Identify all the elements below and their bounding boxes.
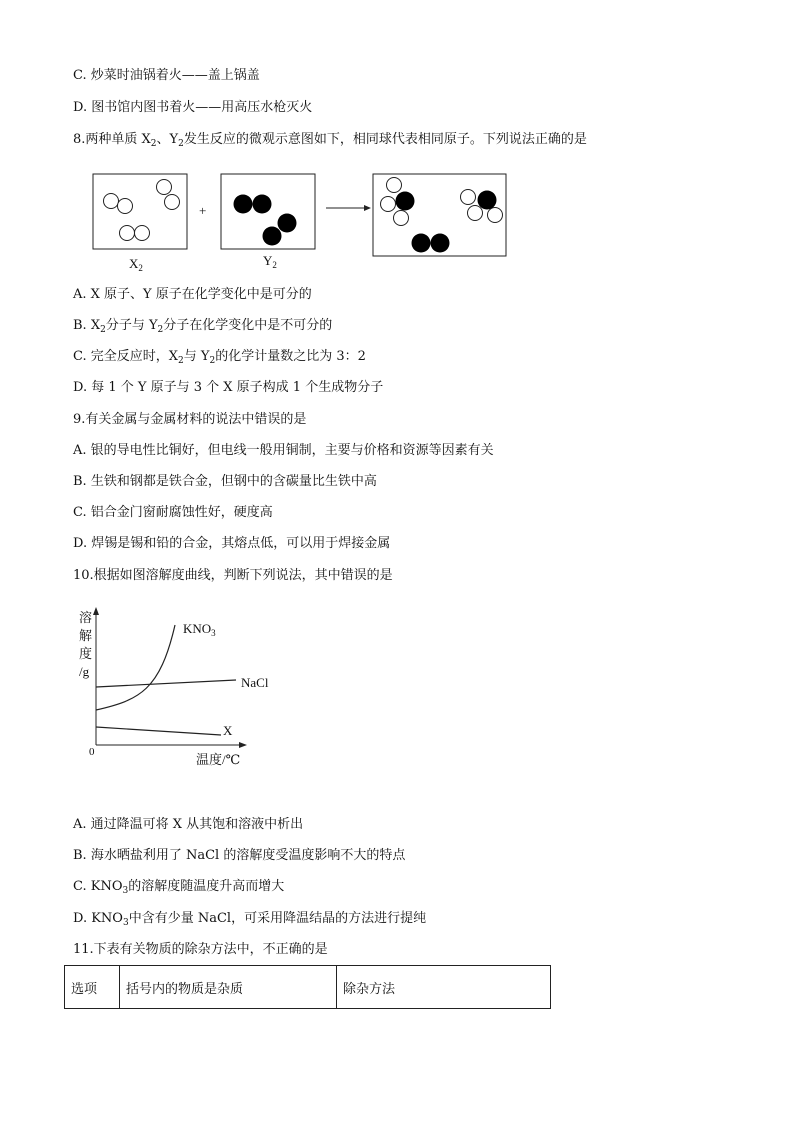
x2-label: $X_2$ bbox=[129, 256, 143, 273]
purification-table bbox=[64, 965, 551, 1009]
q9-option-b: B. 生铁和钢都是铁合金，但钢中的含碳量比生铁中高 bbox=[73, 474, 377, 489]
y-axis-label: 度 bbox=[79, 646, 93, 661]
table-header-cell: 选项 bbox=[65, 966, 120, 1009]
x-curve bbox=[96, 727, 221, 735]
x-atom bbox=[120, 226, 135, 241]
x-atom bbox=[118, 199, 133, 214]
q10-option-c: C. $KNO_3$的溶解度随温度升高而增大 bbox=[73, 879, 285, 896]
q8-option-d: D. 每 1 个 Y 原子与 3 个 X 原子构成 1 个生成物分子 bbox=[73, 380, 384, 395]
x-atom bbox=[394, 211, 409, 226]
plus-sign: + bbox=[199, 203, 207, 218]
y-axis-arrow-icon bbox=[93, 607, 99, 615]
table-header-cell: 括号内的物质是杂质 bbox=[120, 966, 337, 1009]
q10-stem: 10.根据如图溶解度曲线，判断下列说法，其中错误的是 bbox=[73, 568, 393, 583]
solubility-chart bbox=[0, 600, 794, 780]
y-atom bbox=[263, 227, 282, 246]
origin-label: 0 bbox=[89, 746, 95, 758]
y-atom bbox=[396, 192, 415, 211]
q8-option-c: C. 完全反应时，$X_2$与 $Y_2$的化学计量数之比为 3：2 bbox=[73, 349, 366, 366]
q10-option-d: D. $KNO_3$中含有少量 NaCl，可采用降温结晶的方法进行提纯 bbox=[73, 911, 427, 928]
kno3-curve bbox=[96, 625, 175, 710]
x-atom bbox=[468, 206, 483, 221]
kno3-label: $KNO_3$ bbox=[183, 621, 216, 638]
q8-option-a: A. X 原子、Y 原子在化学变化中是可分的 bbox=[73, 287, 312, 302]
y-atom bbox=[234, 195, 253, 214]
q9-option-a: A. 银的导电性比铜好，但电线一般用铜制，主要与价格和资源等因素有关 bbox=[73, 443, 494, 458]
y-atom bbox=[412, 234, 431, 253]
q9-option-d: D. 焊锡是锡和铅的合金，其熔点低，可以用于焊接金属 bbox=[73, 536, 391, 551]
nacl-curve bbox=[96, 680, 236, 687]
x-atom bbox=[135, 226, 150, 241]
x-atom bbox=[104, 194, 119, 209]
y-atom bbox=[278, 214, 297, 233]
q11-stem: 11.下表有关物质的除杂方法中，不正确的是 bbox=[73, 942, 328, 957]
q10-option-a: A. 通过降温可将 X 从其饱和溶液中析出 bbox=[73, 817, 304, 832]
x-atom bbox=[387, 178, 402, 193]
q9-option-c: C. 铝合金门窗耐腐蚀性好，硬度高 bbox=[73, 505, 273, 520]
x-atom bbox=[461, 190, 476, 205]
q8-stem: 8.两种单质 $X_2$、$Y_2$发生反应的微观示意图如下，相同球代表相同原子。下列说法正确的是 bbox=[73, 132, 587, 149]
q7-option-d: D. 图书馆内图书着火——用高压水枪灭火 bbox=[73, 100, 313, 115]
table-header-cell: 除杂方法 bbox=[337, 966, 551, 1009]
y-atom bbox=[478, 191, 497, 210]
x-atom bbox=[488, 208, 503, 223]
x-atom bbox=[381, 197, 396, 212]
x-atom bbox=[165, 195, 180, 210]
y2-label: $Y_2$ bbox=[263, 253, 277, 270]
y-axis-label: 解 bbox=[79, 628, 93, 643]
q9-stem: 9.有关金属与金属材料的说法中错误的是 bbox=[73, 412, 307, 427]
x-curve-label: X bbox=[223, 723, 233, 738]
y-atom bbox=[431, 234, 450, 253]
y-axis-label: 溶 bbox=[79, 610, 93, 625]
x-axis-arrow-icon bbox=[239, 742, 247, 748]
table-header-row bbox=[65, 966, 551, 1009]
y-atom bbox=[253, 195, 272, 214]
x-axis-label: 温度/℃ bbox=[196, 752, 241, 767]
nacl-label: NaCl bbox=[241, 675, 269, 690]
arrow-head-icon bbox=[364, 205, 371, 211]
q7-option-c: C. 炒菜时油锅着火——盖上锅盖 bbox=[73, 68, 260, 83]
q10-option-b: B. 海水晒盐利用了 NaCl 的溶解度受温度影响不大的特点 bbox=[73, 848, 406, 863]
y-axis-label: /g bbox=[79, 664, 90, 679]
q8-option-b: B. $X_2$分子与 $Y_2$分子在化学变化中是不可分的 bbox=[73, 318, 333, 335]
x-atom bbox=[157, 180, 172, 195]
reaction-diagram bbox=[0, 165, 794, 275]
